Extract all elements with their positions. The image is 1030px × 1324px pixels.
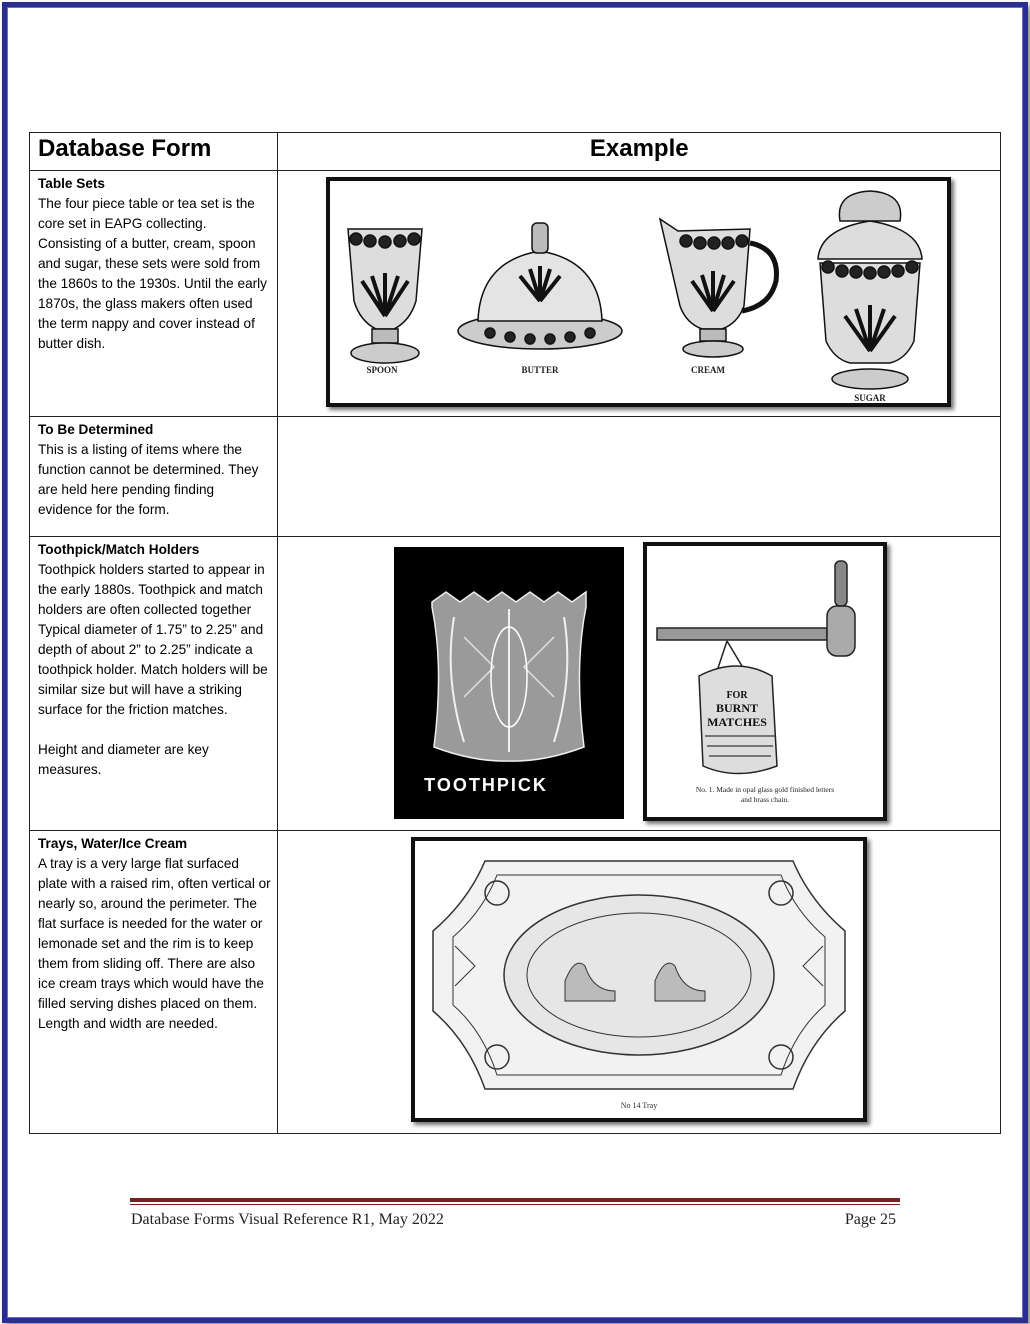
- form-title: Toothpick/Match Holders: [38, 542, 200, 557]
- header-example: Example: [278, 133, 1001, 171]
- form-description: This is a listing of items where the function cannot be determined. They are held here pending finding evidence for the form.: [38, 442, 259, 517]
- match-caption-line2: and brass chain.: [741, 795, 790, 804]
- match-holder-icon: [657, 561, 855, 774]
- example-cell-toothpick: [278, 537, 1001, 831]
- tray-icon: [433, 861, 845, 1089]
- form-cell-to-be-determined: [30, 417, 278, 537]
- creamer-icon: [660, 219, 776, 357]
- butter-dish-icon: [458, 223, 622, 349]
- table-row: [30, 537, 1001, 831]
- footer-rule: [130, 1198, 900, 1202]
- table-set-drawing: [330, 181, 947, 403]
- table-set-illustration: [326, 177, 951, 407]
- tray-caption: No 14 Tray: [621, 1101, 658, 1110]
- table-row: [30, 831, 1001, 1134]
- label-butter: BUTTER: [521, 365, 559, 375]
- form-description: A tray is a very large flat surfaced plate with a raised rim, often vertical or nearly so, around the perimeter. The flat surface is needed for the water or lemonade set and the rim is to keep them from sliding off. There are also ice cream trays which would have the filled serving dishes placed on them. Length and width are needed.: [38, 856, 271, 1031]
- example-cell-table-sets: [278, 171, 1001, 417]
- example-cell-to-be-determined: [278, 417, 1001, 537]
- toothpick-holder-icon: [432, 592, 586, 761]
- match-text-burnt: BURNT: [716, 701, 759, 715]
- table-header-row: [30, 133, 1001, 171]
- database-forms-table: [29, 132, 1001, 1134]
- footer-document-title: Database Forms Visual Reference R1, May 2022: [131, 1211, 444, 1228]
- table-row: [30, 417, 1001, 537]
- label-sugar: SUGAR: [854, 393, 887, 403]
- match-holder-illustration: [643, 542, 887, 821]
- example-cell-trays: [278, 831, 1001, 1134]
- form-title: To Be Determined: [38, 422, 154, 437]
- label-spoon: SPOON: [366, 365, 398, 375]
- form-description: The four piece table or tea set is the core set in EAPG collecting. Consisting of a butter, cream, spoon and sugar, these sets were sold from the 1860s to the 1930s. Until the early 1870s, the glass makers often used the term nappy and cover instead of butter dish.: [38, 196, 267, 351]
- match-text-matches: MATCHES: [707, 715, 768, 729]
- sugar-bowl-icon: [818, 191, 922, 389]
- footer-rule-thin: [130, 1204, 900, 1205]
- match-holder-drawing: [647, 546, 883, 817]
- toothpick-photo: [394, 547, 624, 819]
- tray-drawing: [415, 841, 863, 1118]
- spoon-holder-icon: [348, 229, 422, 363]
- form-cell-table-sets: [30, 171, 278, 417]
- form-description: Toothpick holders started to appear in the early 1880s. Toothpick and match holders are often collected together Typical diameter of 1.75” to 2.25” and depth of about 2” to 2.25” indicate a toothpick holder. Match holders will be similar size but will have a striking surface for the friction matches. Height and diameter are key measures.: [38, 562, 268, 777]
- header-database-form: Database Form: [30, 133, 278, 171]
- footer-page-number: Page 25: [844, 1211, 896, 1228]
- label-cream: CREAM: [691, 365, 726, 375]
- match-caption-line1: No. 1. Made in opal glass gold finished letters: [696, 785, 835, 794]
- form-cell-trays: [30, 831, 278, 1134]
- tray-illustration: [411, 837, 867, 1122]
- match-text-for: FOR: [726, 690, 749, 701]
- form-title: Trays, Water/Ice Cream: [38, 836, 188, 851]
- toothpick-label: TOOTHPICK: [424, 775, 549, 795]
- table-row: [30, 171, 1001, 417]
- form-title: Table Sets: [38, 176, 105, 191]
- form-cell-toothpick-match-holders: [30, 537, 278, 831]
- toothpick-drawing: [394, 547, 624, 819]
